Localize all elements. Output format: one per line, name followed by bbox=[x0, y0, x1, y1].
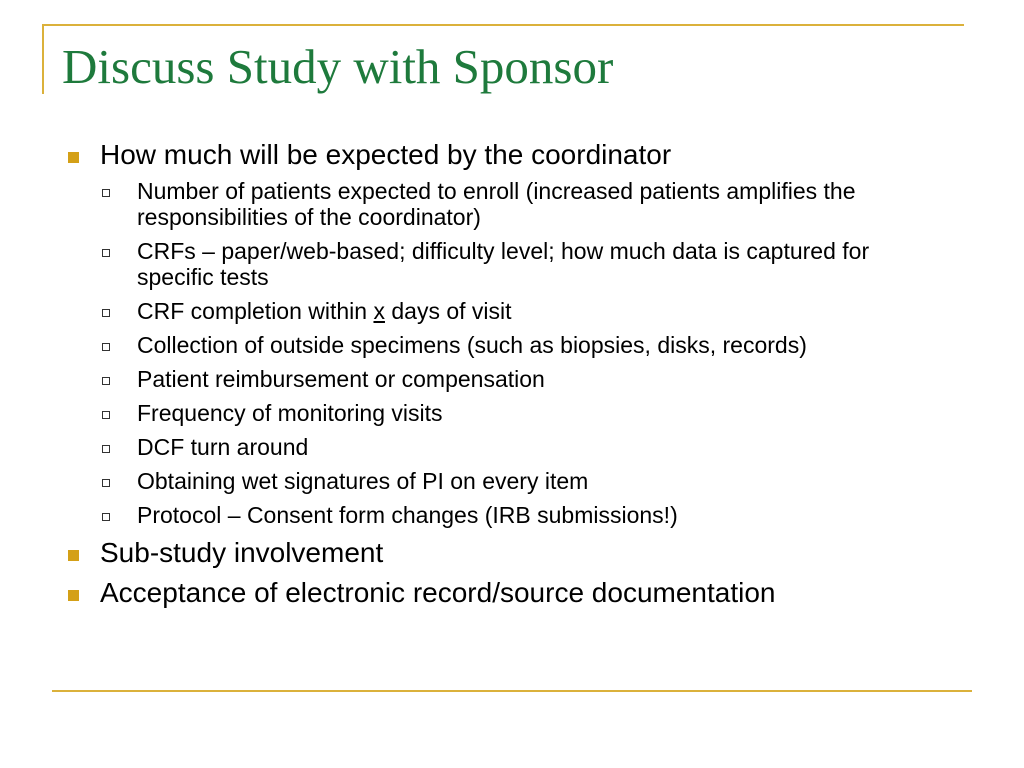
sub-bullet-item bbox=[100, 298, 942, 324]
square-bullet-icon bbox=[68, 550, 79, 561]
bullet-text: Acceptance of electronic record/source documentation bbox=[100, 577, 776, 608]
sub-bullet-text: Frequency of monitoring visits bbox=[137, 400, 443, 426]
sub-bullet-item bbox=[100, 238, 942, 290]
sub-bullet-text: Patient reimbursement or compensation bbox=[137, 366, 545, 392]
bullet-item-sub-study bbox=[62, 536, 942, 570]
hollow-square-bullet-icon bbox=[102, 343, 110, 351]
sub-bullet-list bbox=[100, 178, 942, 528]
sub-bullet-text: DCF turn around bbox=[137, 434, 309, 460]
sub-bullet-item bbox=[100, 468, 942, 494]
bullet-text: Sub-study involvement bbox=[100, 537, 384, 568]
sub-bullet-text: Collection of outside specimens (such as biopsies, disks, records) bbox=[137, 332, 807, 358]
hollow-square-bullet-icon bbox=[102, 309, 110, 317]
sub-bullet-text: CRFs – paper/web-based; difficulty level; how much data is captured for specific tests bbox=[137, 238, 870, 290]
hollow-square-bullet-icon bbox=[102, 479, 110, 487]
bullet-item-electronic-records bbox=[62, 576, 942, 610]
sub-bullet-item bbox=[100, 434, 942, 460]
sub-bullet-item bbox=[100, 178, 942, 230]
bullet-list bbox=[62, 138, 942, 616]
sub-bullet-text: Protocol – Consent form changes (IRB submissions!) bbox=[137, 502, 678, 528]
hollow-square-bullet-icon bbox=[102, 249, 110, 257]
hollow-square-bullet-icon bbox=[102, 513, 110, 521]
footer-rule bbox=[52, 690, 972, 692]
title-frame-top-rule bbox=[42, 24, 964, 26]
bullet-item-coordinator-expectations bbox=[62, 138, 942, 528]
square-bullet-icon bbox=[68, 590, 79, 601]
sub-bullet-item bbox=[100, 400, 942, 426]
title-frame-left-rule bbox=[42, 24, 44, 94]
sub-bullet-variable: x bbox=[373, 298, 385, 324]
sub-bullet-text-start: CRF completion within bbox=[137, 298, 374, 324]
sub-bullet-item bbox=[100, 502, 942, 528]
hollow-square-bullet-icon bbox=[102, 445, 110, 453]
sub-bullet-text: Obtaining wet signatures of PI on every item bbox=[137, 468, 589, 494]
sub-bullet-text: Number of patients expected to enroll (increased patients amplifies the responsibilities of the coordinator) bbox=[137, 178, 856, 230]
sub-bullet-text-end: days of visit bbox=[384, 298, 512, 324]
bullet-text: How much will be expected by the coordinator bbox=[100, 139, 672, 170]
sub-bullet-item bbox=[100, 366, 942, 392]
hollow-square-bullet-icon bbox=[102, 189, 110, 197]
slide-title: Discuss Study with Sponsor bbox=[62, 39, 614, 94]
sub-bullet-item bbox=[100, 332, 942, 358]
square-bullet-icon bbox=[68, 152, 79, 163]
hollow-square-bullet-icon bbox=[102, 377, 110, 385]
hollow-square-bullet-icon bbox=[102, 411, 110, 419]
